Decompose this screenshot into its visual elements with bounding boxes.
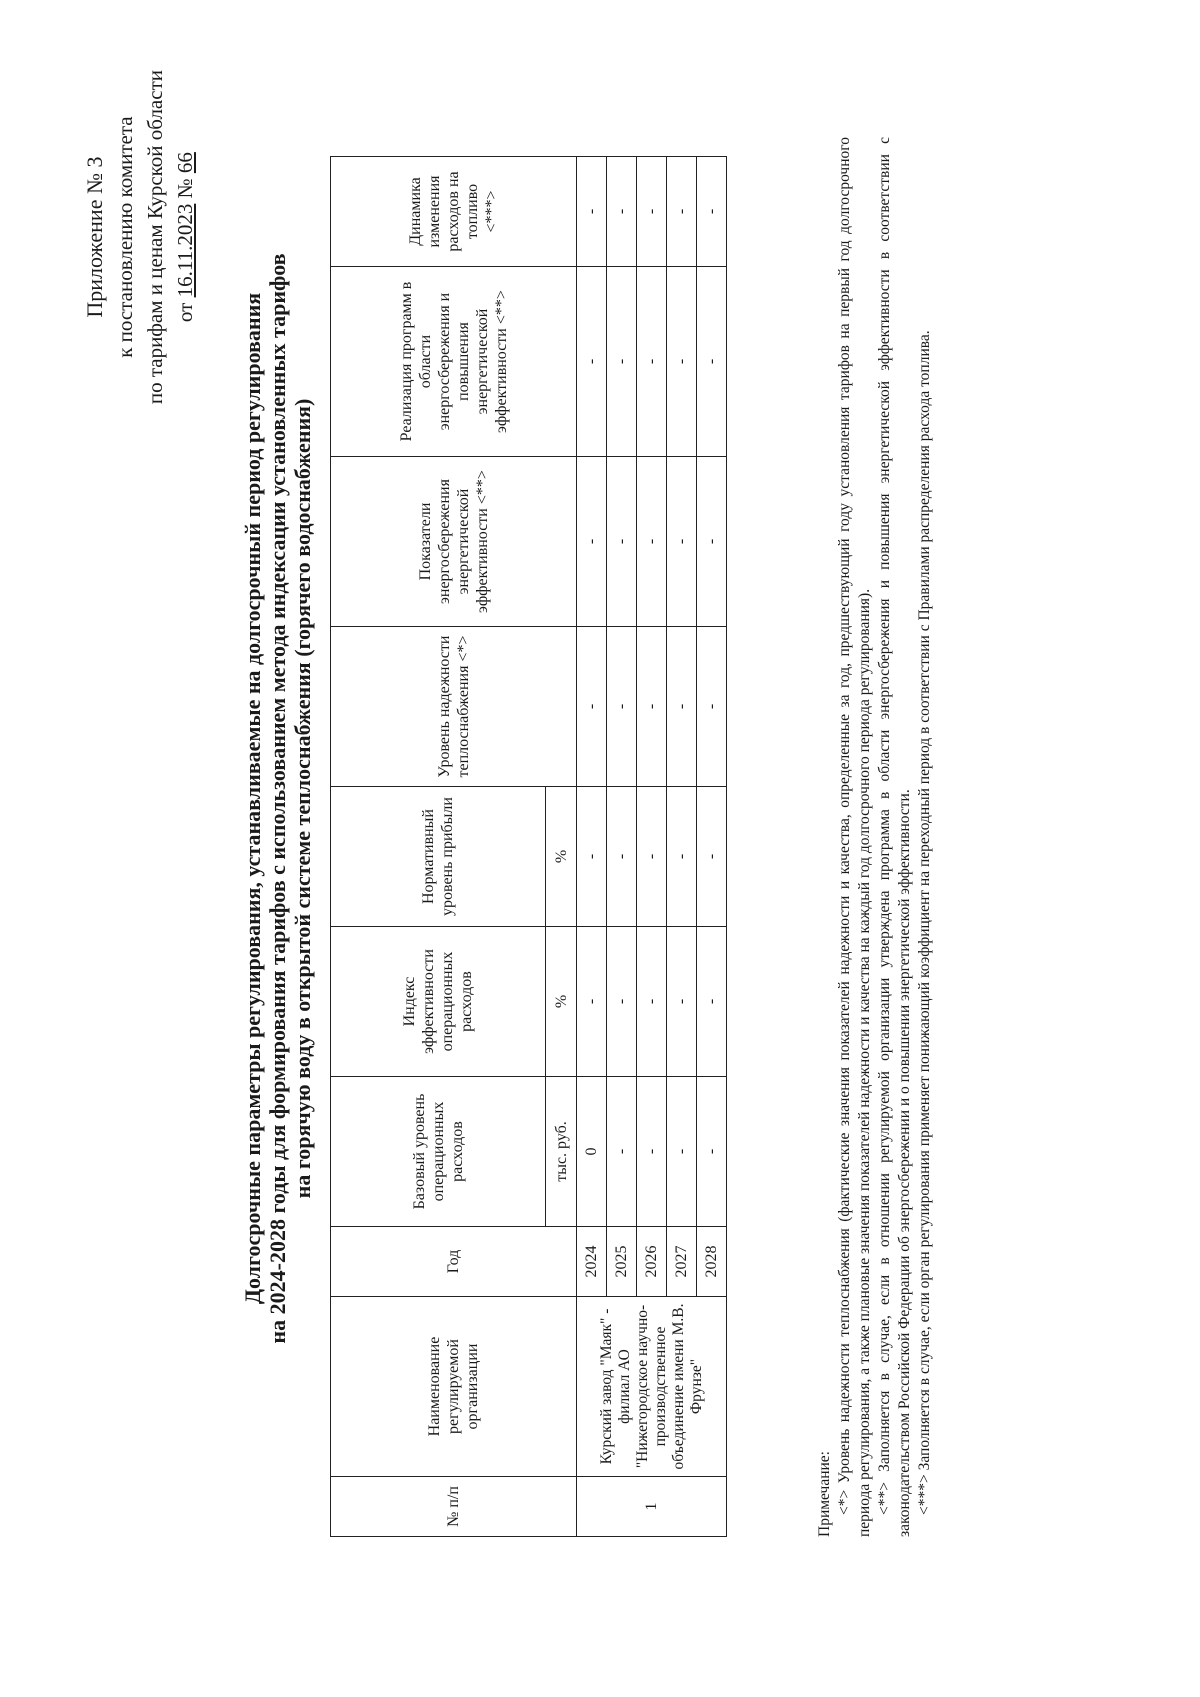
cell-base-opex: - [607,1077,637,1227]
unit-efficiency-index: % [546,927,577,1077]
organization-name: Курский завод "Маяк" - филиал АО "Нижегородское научно-производственное объединение имени М.В. Фрунзе" [577,1297,727,1477]
header-year: Год [331,1227,577,1297]
number-prefix: № [173,178,197,199]
document-title [240,50,315,1547]
title-line-2: на 2024-2028 годы для формирования тарифов с использованием метода индексации установленных тарифов [265,253,290,1344]
cell-energy-programs: - [607,267,637,457]
decree-date: 16.11.2023 [173,203,197,298]
row-number: 1 [577,1477,727,1537]
appendix-date-line [170,70,200,404]
cell-year: 2028 [697,1227,727,1297]
cell-fuel-dynamics: - [607,157,637,267]
cell-profit: - [667,787,697,927]
unit-profit: % [546,787,577,927]
appendix-line-committee: к постановлению комитета [113,116,137,358]
header-energy-indicators: Показатели энергосбережения энергетической эффективности <**> [331,457,577,627]
header-reliability: Уровень надежности теплоснабжения <*> [331,627,577,787]
cell-profit: - [607,787,637,927]
cell-reliability: - [637,627,667,787]
table-row [577,157,607,1537]
cell-base-opex: - [667,1077,697,1227]
decree-number: 66 [173,152,197,174]
cell-energy-indicators: - [607,457,637,627]
header-org: Наименование регулируемой организации [331,1297,577,1477]
cell-fuel-dynamics: - [667,157,697,267]
cell-reliability: - [667,627,697,787]
cell-efficiency-index: - [577,927,607,1077]
cell-energy-programs: - [667,267,697,457]
cell-base-opex: 0 [577,1077,607,1227]
cell-year: 2026 [637,1227,667,1297]
notes-heading: Примечание: [816,1451,833,1537]
cell-fuel-dynamics: - [697,157,727,267]
cell-year: 2027 [667,1227,697,1297]
cell-profit: - [577,787,607,927]
note-energy-program: <**> Заполняется в случае, если в отношении регулируемой организации утверждена программа в области энергосбережения и повышения энергетической эффективности в соответствии с законодательством Российской Федерации об энергосбережении и о повышении энергетической эффективности. [876,137,913,1537]
cell-energy-indicators: - [637,457,667,627]
appendix-number: Приложение № 3 [82,156,107,318]
appendix-line-region: по тарифам и ценам Курской области [143,70,167,405]
title-line-3: на горячую воду в открытой системе теплоснабжения (горячего водоснабжения) [290,398,315,1199]
appendix-header [80,70,200,404]
table-header-row [331,157,546,1537]
cell-energy-programs: - [577,267,607,457]
cell-reliability: - [577,627,607,787]
note-reliability: <*> Уровень надежности теплоснабжения (фактические значения показателей надежности и качества, определенные за год, предшествующий году установления тарифов на первый год долгосрочного периода регулирования, а также плановые значения показателей надежности и качества на каждый год долгосрочного периода регулирования). [836,137,873,1537]
cell-fuel-dynamics: - [637,157,667,267]
cell-energy-programs: - [637,267,667,457]
cell-base-opex: - [697,1077,727,1227]
cell-year: 2025 [607,1227,637,1297]
cell-energy-indicators: - [577,457,607,627]
cell-efficiency-index: - [667,927,697,1077]
notes-section [815,137,935,1537]
cell-year: 2024 [577,1227,607,1297]
header-num: № п/п [331,1477,577,1537]
cell-efficiency-index: - [637,927,667,1077]
cell-profit: - [637,787,667,927]
header-efficiency-index: Индекс эффективности операционных расходов [331,927,546,1077]
unit-base-opex: тыс. руб. [546,1077,577,1227]
note-fuel-coefficient: <***> Заполняется в случае, если орган регулирования применяет понижающий коэффициент на переходный период в соответствии с Правилами распределения расхода топлива. [916,330,933,1515]
cell-energy-indicators: - [667,457,697,627]
date-prefix: от [173,302,197,323]
cell-profit: - [697,787,727,927]
cell-efficiency-index: - [607,927,637,1077]
cell-energy-indicators: - [697,457,727,627]
cell-reliability: - [607,627,637,787]
header-energy-programs: Реализация программ в области энергосбережения и повышения энергетической эффективности <**> [331,267,577,457]
header-profit: Нормативный уровень прибыли [331,787,546,927]
cell-reliability: - [697,627,727,787]
cell-base-opex: - [637,1077,667,1227]
title-line-1: Долгосрочные параметры регулирования, устанавливаемые на долгосрочный период регулирования [240,292,265,1305]
cell-energy-programs: - [697,267,727,457]
header-base-opex: Базовый уровень операционных расходов [331,1077,546,1227]
header-fuel-dynamics: Динамика изменения расходов на топливо <***> [331,157,577,267]
cell-efficiency-index: - [697,927,727,1077]
parameters-table [330,156,727,1537]
cell-fuel-dynamics: - [577,157,607,267]
